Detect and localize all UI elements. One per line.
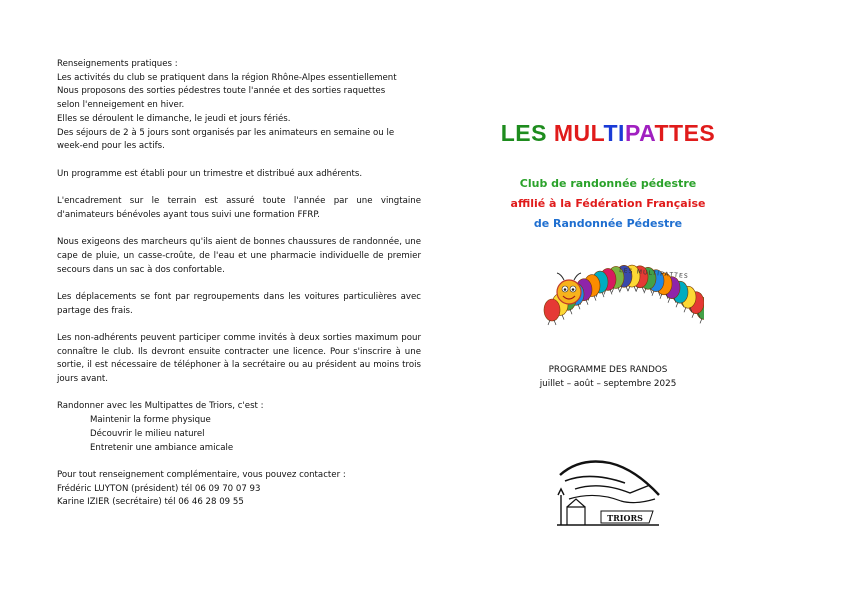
deplacements-paragraph: Les déplacements se font par regroupements dans les voitures particulières avec partage des frais.: [57, 291, 421, 316]
info-line: selon l'enneigement en hiver.: [57, 100, 185, 111]
contact-intro: Pour tout renseignement complémentaire, vous pouvez contacter :: [57, 469, 346, 480]
programme-paragraph: Un programme est établi pour un trimestre et distribué aux adhérents.: [57, 168, 363, 179]
programme-title: PROGRAMME DES RANDOS: [548, 365, 668, 375]
non-adherents-paragraph: Les non-adhérents peuvent participer comme invités à deux sorties maximum pour connaître le club. Ils devront ensuite contracter une licence. Pour s'inscrire à une sortie, il est nécessaire de téléphoner à la secrétaire ou au président au moins trois jours avant.: [57, 332, 421, 385]
subtitle-line: affilié à la Fédération Française: [510, 197, 706, 210]
randonner-item: Maintenir la forme physique: [90, 415, 211, 426]
randonner-item: Entretenir une ambiance amicale: [90, 442, 234, 453]
club-subtitle: [478, 174, 738, 234]
caterpillar-illustration: [524, 252, 704, 328]
caterpillar-head: [557, 273, 581, 304]
info-line: week-end pour les actifs.: [57, 141, 165, 152]
equipement-paragraph: Nous exigeons des marcheurs qu'ils aient de bonnes chaussures de randonnée, une cape de pluie, un casse-croûte, de l'eau et une pharmacie individuelle de premier secours dans un sac à dos confortable.: [57, 237, 421, 275]
caterpillar-text: LES MULTIPATTES: [618, 267, 690, 281]
title-part: TI: [603, 120, 625, 146]
title-part: LES: [500, 120, 554, 146]
contact-secretaire: Karine IZIER (secrétaire) tél 06 46 28 09 55: [57, 497, 244, 508]
subtitle-line: Club de randonnée pédestre: [519, 177, 697, 190]
randonner-intro: Randonner avec les Multipattes de Triors, c'est :: [57, 401, 264, 412]
info-line: Des séjours de 2 à 5 jours sont organisés par les animateurs en semaine ou le: [57, 127, 395, 138]
encadrement-paragraph: L'encadrement sur le terrain est assuré toute l'année par une vingtaine d'animateurs bénévoles ayant tous suivi une formation FFRP.: [57, 196, 421, 220]
caterpillar-segment: [544, 299, 560, 321]
club-title: [478, 120, 738, 147]
title-part: MUL: [553, 120, 604, 146]
triors-logo: [555, 455, 663, 529]
randonner-item: Découvrir le milieu naturel: [90, 428, 205, 439]
contact-president: Frédéric LUYTON (président) tél 06 09 70 07 93: [57, 483, 261, 494]
info-line: Nous proposons des sorties pédestres toute l'année et des sorties raquettes: [57, 86, 386, 97]
title-part: TTES: [654, 120, 716, 146]
info-line: Les activités du club se pratiquent dans la région Rhône-Alpes essentiellement: [57, 72, 397, 83]
info-line: Elles se déroulent le dimanche, le jeudi et jours fériés.: [57, 113, 291, 124]
title-part: PA: [624, 120, 655, 146]
logo-text: TRIORS: [607, 513, 643, 523]
programme-block: [478, 363, 738, 391]
info-line: Renseignements pratiques :: [57, 59, 178, 69]
info-column: [57, 58, 421, 510]
programme-period: juillet – août – septembre 2025: [539, 379, 677, 389]
subtitle-line: de Randonnée Pédestre: [533, 217, 683, 230]
